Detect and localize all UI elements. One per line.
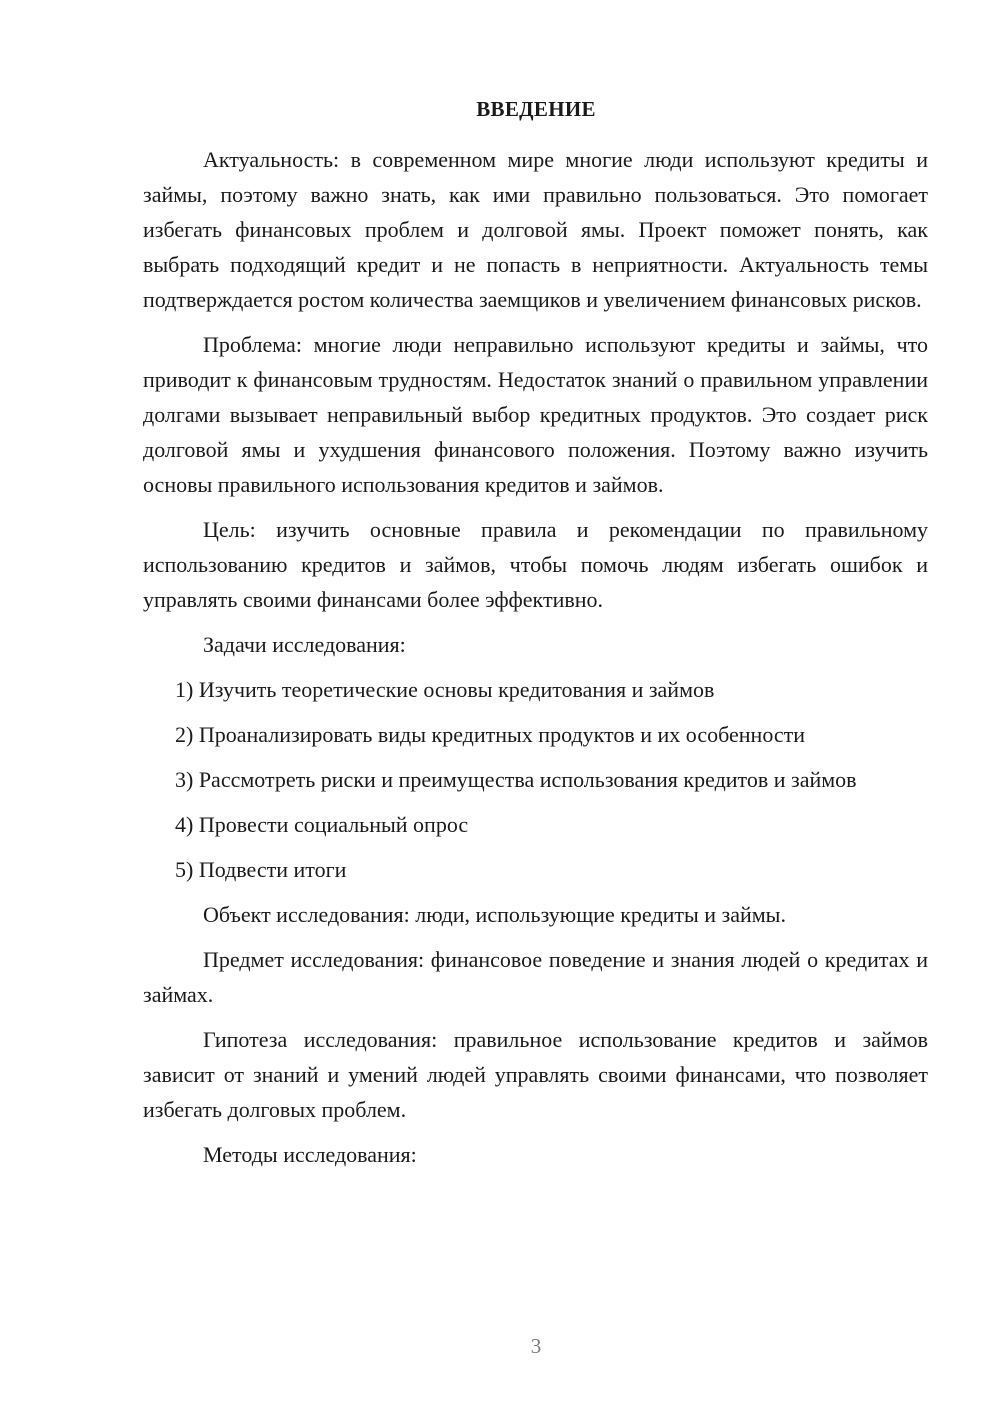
paragraph-relevance: Актуальность: в современном мире многие люди используют кредиты и займы, поэтому важно знать, как ими правильно пользоваться. Это помогает избегать финансовых проблем и долговой ямы. Проект поможет понять, как выбрать подходящий кредит и не попасть в неприятности. Актуальность темы подтверждается ростом количества заемщиков и увеличением финансовых рисков. (143, 147, 928, 312)
paragraph-tasks-heading: Задачи исследования: (203, 632, 406, 657)
paragraph-goal: Цель: изучить основные правила и рекомендации по правильному использованию кредитов и займов, чтобы помочь людям избегать ошибок и управлять своими финансами более эффективно. (143, 517, 928, 612)
paragraph-problem: Проблема: многие люди неправильно используют кредиты и займы, что приводит к финансовым трудностям. Недостаток знаний о правильном управлении долгами вызывает неправильный выбор кредитных продуктов. Это создает риск долговой ямы и ухудшения финансового положения. Поэтому важно изучить основы правильного использования кредитов и займов. (143, 332, 928, 497)
task-item: 2) Проанализировать виды кредитных продуктов и их особенности (175, 722, 806, 747)
task-item: 3) Рассмотреть риски и преимущества использования кредитов и займов (175, 767, 857, 792)
task-item: 4) Провести социальный опрос (175, 812, 469, 837)
paragraph-object: Объект исследования: люди, использующие кредиты и займы. (203, 902, 786, 927)
task-item: 1) Изучить теоретические основы кредитования и займов (175, 677, 715, 702)
paragraph-subject: Предмет исследования: финансовое поведение и знания людей о кредитах и займах. (143, 947, 928, 1007)
section-title: ВВЕДЕНИЕ (476, 97, 596, 121)
task-item: 5) Подвести итоги (175, 857, 347, 882)
page-number: 3 (530, 1334, 542, 1358)
paragraph-methods: Методы исследования: (203, 1142, 417, 1167)
paragraph-hypothesis: Гипотеза исследования: правильное использование кредитов и займов зависит от знаний и умений людей управлять своими финансами, что позволяет избегать долговых проблем. (143, 1027, 928, 1122)
document-body (143, 142, 928, 1172)
